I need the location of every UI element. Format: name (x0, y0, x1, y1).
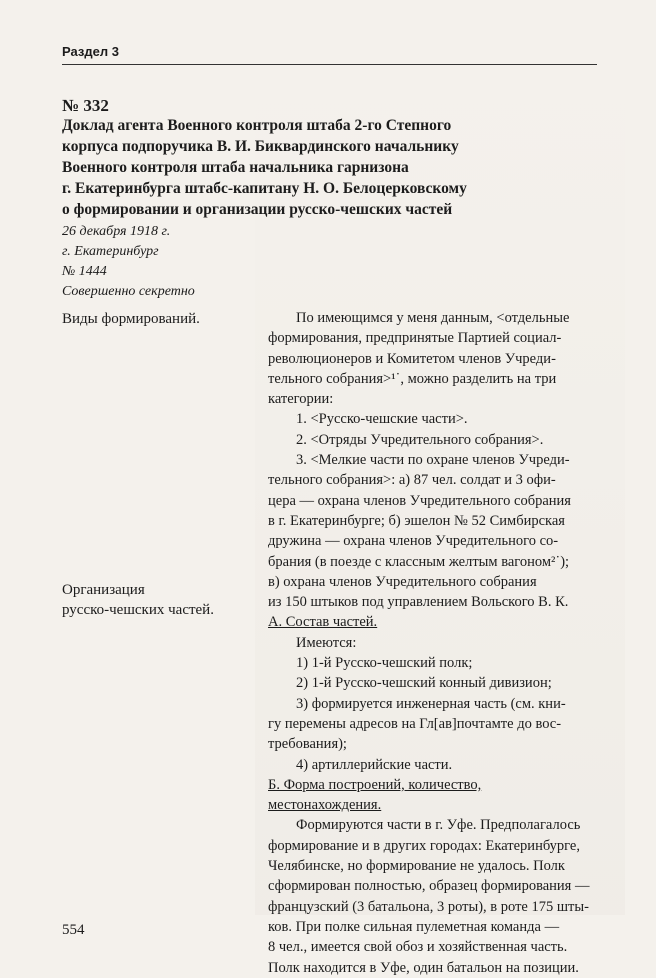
category-2: 2. <Отряды Учредительного собрания>. (296, 431, 544, 448)
list-item: 2) 1-й Русско-чешский конный дивизион; (296, 675, 552, 692)
header-rule (62, 64, 597, 65)
document-place: г. Екатеринбург (62, 244, 159, 259)
subheading-b: Б. Форма построений, количество, (268, 776, 482, 793)
list-item: 1) 1-й Русско-чешский полк; (296, 655, 473, 672)
document-number: № 332 (62, 96, 109, 115)
page-number: 554 (62, 922, 85, 938)
title-line: г. Екатеринбурга штабс-капитану Н. О. Белоцерковскому (62, 180, 467, 197)
title-line: Доклад агента Военного контроля штаба 2-го Степного (62, 117, 452, 134)
body-line: цера — охрана членов Учредительного собрания (268, 492, 571, 509)
body-line: французский (3 батальона, 3 роты), в роте 175 шты- (268, 898, 589, 915)
title-line: корпуса подпоручика В. И. Биквардинского начальнику (62, 138, 459, 155)
document-title (62, 115, 622, 220)
body-line: формирования, предпринятые Партией социал- (268, 330, 562, 347)
body-line: гу перемены адресов на Гл[ав]почтамте до вос- (268, 715, 562, 732)
body-line: Полк находится в Уфе, один батальон на позиции. (268, 959, 579, 976)
body-line: брания (в поезде с классным желтым вагоном²˙); (268, 553, 570, 570)
body-line: в) охрана членов Учредительного собрания (268, 573, 537, 590)
section-label: Раздел 3 (62, 44, 119, 59)
body-line: тельного собрания>: а) 87 чел. солдат и 3 офи- (268, 472, 556, 489)
title-line: Военного контроля штаба начальника гарнизона (62, 159, 409, 176)
document-reg-number: № 1444 (62, 264, 107, 279)
body-line: категории: (268, 391, 334, 408)
subheading-a: А. Состав частей. (268, 614, 378, 631)
body-line: требования); (268, 736, 347, 753)
body-line: Челябинске, но формирование не удалось. Полк (268, 858, 565, 875)
body-line: дружина — охрана членов Учредительного со- (268, 533, 559, 550)
margin-note-organization (62, 580, 262, 620)
body-line: в г. Екатеринбурге; б) эшелон № 52 Симбирская (268, 512, 565, 529)
body-line: ков. При полке сильная пулеметная команда — (268, 918, 560, 935)
subheading-b: местонахождения. (268, 797, 382, 814)
category-3: 3. <Мелкие части по охране членов Учреди- (296, 452, 570, 469)
margin-note-kinds: Виды формирований. (62, 311, 200, 327)
body-line: Имеются: (296, 634, 357, 651)
body-line: сформирован полностью, образец формирования — (268, 878, 590, 895)
document-classification: Совершенно секретно (62, 284, 195, 299)
title-line: о формировании и организации русско-чешских частей (62, 201, 453, 218)
body-line: Формируются части в г. Уфе. Предполагалось (296, 817, 581, 834)
body-line: революционеров и Комитетом членов Учреди- (268, 350, 556, 367)
body-line: 8 чел., имеется свой обоз и хозяйственная часть. (268, 939, 568, 956)
margin-note-line: русско-чешских частей. (62, 602, 214, 618)
body-line: По имеющимся у меня данным, <отдельные (296, 310, 570, 326)
margin-note-line: Организация (62, 582, 145, 598)
body-line: из 150 штыков под управлением Вольского В. К. (268, 594, 569, 611)
category-1: 1. <Русско-чешские части>. (296, 411, 468, 428)
body-line: тельного собрания>¹˙, можно разделить на три (268, 370, 557, 387)
body-line: формирование и в других городах: Екатеринбурге, (268, 837, 580, 854)
list-item: 4) артиллерийские части. (296, 756, 453, 773)
document-date: 26 декабря 1918 г. (62, 224, 171, 239)
body-text (268, 308, 598, 978)
list-item: 3) формируется инженерная часть (см. кни- (296, 695, 566, 712)
